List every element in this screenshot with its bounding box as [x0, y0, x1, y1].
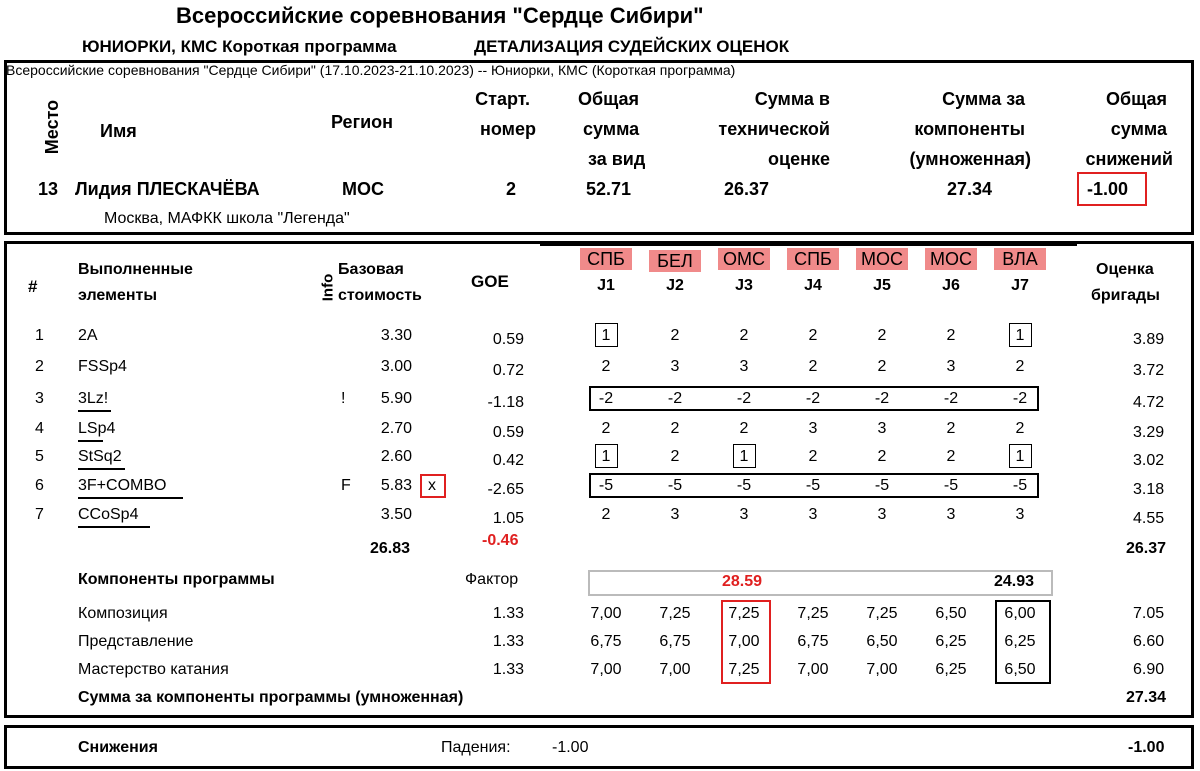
element-panel-score: 4.72	[1133, 394, 1165, 411]
judge-label: J5	[873, 277, 891, 294]
j3-components-highlight	[721, 600, 771, 684]
component-panel-score: 6.90	[1133, 661, 1165, 678]
components-sum-label: Сумма за компоненты программы (умноженная)	[78, 689, 464, 706]
element-goe: 1.05	[492, 510, 524, 527]
element-number: 6	[35, 477, 44, 494]
judge-goe-score: 1	[1015, 327, 1025, 344]
component-judge-score: 6,75	[797, 633, 829, 650]
tech-header-2: технической	[718, 119, 830, 139]
skater-total: 52.71	[586, 179, 632, 199]
total-header-1: Общая	[578, 89, 640, 109]
judge-goe-score: 3	[877, 506, 887, 523]
judge-goe-score: 2	[739, 327, 749, 344]
elements-header-2: элементы	[78, 287, 157, 304]
component-judge-score: 7,00	[866, 661, 898, 678]
judge-goe-score: 2	[808, 448, 818, 465]
judge-goe-score: 3	[1015, 506, 1025, 523]
goe-total: -0.46	[482, 532, 519, 549]
factor-header: Фактор	[465, 571, 519, 588]
component-name: Композиция	[78, 605, 168, 622]
element-goe: -2.65	[487, 481, 524, 498]
panel-header-1: Оценка	[1096, 261, 1154, 278]
element-panel-score: 3.89	[1133, 331, 1165, 348]
component-judge-score: 7,00	[797, 661, 829, 678]
score-box-marker	[595, 323, 618, 347]
judge-goe-score: 2	[601, 358, 611, 375]
component-panel-score: 6.60	[1133, 633, 1165, 650]
components-title: Компоненты программы	[78, 571, 275, 588]
judge-goe-score: 3	[670, 358, 680, 375]
components-totals-box	[588, 570, 1053, 596]
judge-goe-score: 2	[877, 327, 887, 344]
start-header-2: номер	[480, 119, 536, 139]
info-header: Info	[319, 273, 337, 302]
ded-header-3: снижений	[1085, 149, 1173, 169]
skater-start-number: 2	[506, 179, 517, 199]
judge-goe-score: -5	[1012, 477, 1028, 494]
judge-goe-score: -5	[598, 477, 614, 494]
judge-region-flag: МОС	[925, 248, 977, 270]
component-judge-score: 6,50	[1004, 661, 1036, 678]
judge-goe-score: 1	[1015, 448, 1025, 465]
component-judge-score: 7,00	[590, 661, 622, 678]
component-judge-score: 6,25	[935, 661, 967, 678]
element-number: 5	[35, 448, 44, 465]
falls-label: Падения:	[441, 739, 511, 756]
component-judge-score: 7,00	[728, 633, 760, 650]
judge-goe-score: -5	[874, 477, 890, 494]
judge-goe-score: 2	[670, 420, 680, 437]
skater-name: Лидия ПЛЕСКАЧЁВА	[75, 179, 260, 199]
panel-total: 26.37	[1126, 540, 1167, 557]
judge-label: J6	[942, 277, 960, 294]
component-judge-score: 7,25	[728, 605, 760, 622]
element-base-value: 2.70	[380, 420, 412, 437]
component-factor: 1.33	[492, 605, 524, 622]
components-sum-value: 27.34	[1126, 689, 1167, 706]
judge-goe-score: 3	[739, 358, 749, 375]
tech-header-3: оценке	[768, 149, 830, 169]
row6-scores-box	[589, 473, 1039, 498]
deductions-label: Снижения	[78, 739, 158, 756]
judge-goe-score: 1	[601, 327, 611, 344]
num-header: #	[28, 277, 38, 296]
judge-goe-score: -2	[943, 390, 959, 407]
judge-goe-score: 2	[946, 448, 956, 465]
element-number: 7	[35, 506, 44, 523]
judge-goe-score: 2	[601, 506, 611, 523]
component-judge-score: 6,75	[590, 633, 622, 650]
element-goe: -1.18	[487, 394, 524, 411]
element-goe: 0.59	[492, 424, 524, 441]
element-base-value: 3.50	[380, 506, 412, 523]
elements-header-1: Выполненные	[78, 261, 193, 278]
element-code: 3F+COMBO	[78, 477, 167, 494]
component-judge-score: 7,25	[866, 605, 898, 622]
element-goe: 0.42	[492, 452, 524, 469]
component-judge-score: 7,25	[797, 605, 829, 622]
judge-label: J1	[597, 277, 615, 294]
element-x-mark: x	[428, 477, 436, 494]
element-underline	[78, 440, 103, 442]
total-header-3: за вид	[588, 149, 646, 169]
x-highlight	[420, 474, 446, 498]
component-judge-score: 6,25	[1004, 633, 1036, 650]
judge-goe-score: 3	[808, 506, 818, 523]
j3-components-total: 28.59	[722, 573, 763, 590]
judge-label: J2	[666, 277, 684, 294]
judge-goe-score: 1	[739, 448, 749, 465]
element-code: 3Lz!	[78, 390, 109, 407]
total-header-2: сумма	[583, 119, 640, 139]
component-name: Мастерство катания	[78, 661, 229, 678]
skater-club: Москва, МАФКК школа "Легенда"	[104, 210, 350, 227]
component-judge-score: 6,50	[866, 633, 898, 650]
component-judge-score: 7,25	[659, 605, 691, 622]
judge-goe-score: 3	[739, 506, 749, 523]
element-base-value: 3.30	[380, 327, 412, 344]
judge-goe-score: 3	[808, 420, 818, 437]
judge-region-flag: ОМС	[718, 248, 770, 270]
element-panel-score: 4.55	[1133, 510, 1165, 527]
component-judge-score: 7,00	[590, 605, 622, 622]
judge-goe-score: -2	[667, 390, 683, 407]
deductions-box	[4, 725, 1194, 769]
judge-goe-score: 2	[670, 327, 680, 344]
event-subtitle: Всероссийские соревнования "Сердце Сибири" (17.10.2023-21.10.2023) -- Юниорки, КМС (Короткая программа)	[6, 62, 736, 78]
element-base-value: 5.83	[380, 477, 412, 494]
element-base-value: 5.90	[380, 390, 412, 407]
element-underline	[78, 526, 150, 528]
judge-goe-score: -5	[943, 477, 959, 494]
goe-header: GOE	[471, 272, 509, 291]
skater-components: 27.34	[947, 179, 993, 199]
judge-goe-score: -5	[736, 477, 752, 494]
element-panel-score: 3.02	[1133, 452, 1165, 469]
j7-components-total: 24.93	[994, 573, 1035, 590]
page-title: Всероссийские соревнования "Сердце Сибири"	[176, 3, 704, 28]
panel-header-2: бригады	[1091, 287, 1160, 304]
judge-goe-score: 3	[670, 506, 680, 523]
judge-goe-score: 2	[601, 420, 611, 437]
judge-goe-score: 2	[739, 420, 749, 437]
judge-label: J7	[1011, 277, 1029, 294]
tech-header-1: Сумма в	[754, 89, 830, 109]
judge-goe-score: -2	[598, 390, 614, 407]
component-panel-score: 7.05	[1133, 605, 1165, 622]
judge-goe-score: 2	[808, 358, 818, 375]
judge-goe-score: 3	[946, 506, 956, 523]
judge-goe-score: 2	[877, 448, 887, 465]
element-number: 4	[35, 420, 44, 437]
summary-box	[4, 60, 1194, 235]
judge-goe-score: 3	[877, 420, 887, 437]
element-base-value: 3.00	[380, 358, 412, 375]
place-header: Место	[42, 99, 62, 155]
judge-goe-score: 2	[877, 358, 887, 375]
skater-region: МОС	[342, 179, 384, 199]
element-panel-score: 3.18	[1133, 481, 1165, 498]
element-goe: 0.72	[492, 362, 524, 379]
ded-header-1: Общая	[1105, 89, 1167, 109]
judge-goe-score: 2	[946, 327, 956, 344]
ded-header-2: сумма	[1110, 119, 1167, 139]
name-header: Имя	[100, 121, 137, 141]
judge-region-flag: СПБ	[580, 248, 632, 270]
component-factor: 1.33	[492, 661, 524, 678]
score-box-marker	[1009, 323, 1032, 347]
element-underline	[78, 468, 125, 470]
element-number: 1	[35, 327, 44, 344]
base-header-1: Базовая	[338, 261, 404, 278]
judge-label: J4	[804, 277, 822, 294]
component-judge-score: 7,00	[659, 661, 691, 678]
base-header-2: стоимость	[338, 287, 422, 304]
score-box-marker	[595, 444, 618, 468]
judge-goe-score: 2	[1015, 358, 1025, 375]
judge-goe-score: -5	[805, 477, 821, 494]
element-info: F	[341, 477, 351, 494]
element-underline	[78, 410, 111, 412]
element-code: 2A	[78, 327, 98, 344]
skater-place: 13	[38, 179, 59, 199]
score-box-marker	[733, 444, 756, 468]
component-judge-score: 6,00	[1004, 605, 1036, 622]
judge-goe-score: 2	[670, 448, 680, 465]
judge-region-flag: БЕЛ	[649, 250, 701, 272]
element-number: 2	[35, 358, 44, 375]
element-code: CCoSp4	[78, 506, 139, 523]
judge-goe-score: -2	[1012, 390, 1028, 407]
judge-goe-score: -2	[736, 390, 752, 407]
component-factor: 1.33	[492, 633, 524, 650]
judge-goe-score: 2	[946, 420, 956, 437]
element-panel-score: 3.72	[1133, 362, 1165, 379]
judge-goe-score: 2	[808, 327, 818, 344]
report-title: ДЕТАЛИЗАЦИЯ СУДЕЙСКИХ ОЦЕНОК	[474, 37, 790, 56]
category-label: ЮНИОРКИ, КМС Короткая программа	[82, 37, 397, 56]
skater-deductions: -1.00	[1087, 179, 1129, 199]
element-code: LSp4	[78, 420, 116, 437]
component-judge-score: 6,25	[935, 633, 967, 650]
element-code: StSq2	[78, 448, 122, 465]
deductions-total: -1.00	[1128, 739, 1165, 756]
element-code: FSSp4	[78, 358, 127, 375]
j7-components-highlight	[995, 600, 1051, 684]
element-panel-score: 3.29	[1133, 424, 1165, 441]
row3-scores-box	[589, 386, 1039, 411]
element-underline	[78, 497, 183, 499]
element-info: !	[341, 390, 346, 407]
judge-label: J3	[735, 277, 753, 294]
judge-goe-score: -2	[874, 390, 890, 407]
judge-goe-score: 2	[1015, 420, 1025, 437]
judge-region-flag: МОС	[856, 248, 908, 270]
comp-header-1: Сумма за	[942, 89, 1025, 109]
judges-separator	[540, 244, 1077, 246]
element-number: 3	[35, 390, 44, 407]
judge-region-flag: СПБ	[787, 248, 839, 270]
comp-header-3: (умноженная)	[909, 149, 1031, 169]
component-judge-score: 7,25	[728, 661, 760, 678]
skater-tech: 26.37	[724, 179, 770, 199]
judge-goe-score: -5	[667, 477, 683, 494]
judge-region-flag: ВЛА	[994, 248, 1046, 270]
judge-goe-score: 3	[946, 358, 956, 375]
judge-goe-score: 1	[601, 448, 611, 465]
component-judge-score: 6,75	[659, 633, 691, 650]
component-name: Представление	[78, 633, 194, 650]
falls-value: -1.00	[552, 739, 589, 756]
region-header: Регион	[331, 112, 393, 132]
judge-goe-score: -2	[805, 390, 821, 407]
score-box-marker	[1009, 444, 1032, 468]
base-total: 26.83	[370, 540, 411, 557]
component-judge-score: 6,50	[935, 605, 967, 622]
element-goe: 0.59	[492, 331, 524, 348]
element-base-value: 2.60	[380, 448, 412, 465]
start-header-1: Старт.	[475, 89, 530, 109]
comp-header-2: компоненты	[914, 119, 1025, 139]
